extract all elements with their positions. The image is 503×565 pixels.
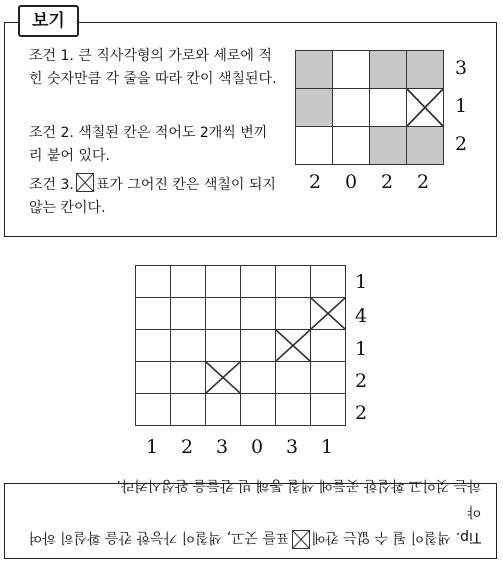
puzzle-grid-cell bbox=[311, 330, 346, 362]
example-col-clue: 2 bbox=[381, 171, 394, 193]
puzzle-grid-cell bbox=[311, 298, 346, 330]
x-mark-icon bbox=[76, 173, 94, 192]
example-grid-cell bbox=[333, 51, 370, 89]
puzzle-grid-cell bbox=[241, 266, 276, 298]
tip-line-1-suffix: 표를 긋고, 색칠이 가능한 칸을 확실히 하여야 bbox=[28, 503, 481, 545]
puzzle-grid-cell bbox=[276, 330, 311, 362]
puzzle-grid-cell bbox=[136, 266, 171, 298]
puzzle-grid-cell bbox=[241, 330, 276, 362]
puzzle-grid-cell bbox=[206, 330, 241, 362]
puzzle-grid-cell bbox=[136, 330, 171, 362]
puzzle-grid-cell bbox=[136, 394, 171, 426]
puzzle-grid-cell bbox=[311, 362, 346, 394]
puzzle-grid-cell bbox=[171, 394, 206, 426]
puzzle-col-clue: 2 bbox=[181, 436, 194, 458]
puzzle-grid-cell bbox=[206, 266, 241, 298]
puzzle-grid-cell bbox=[171, 266, 206, 298]
puzzle-row-clue: 1 bbox=[355, 338, 368, 360]
puzzle-grid-cell bbox=[206, 394, 241, 426]
example-col-clue: 2 bbox=[309, 171, 322, 193]
tip-text bbox=[19, 477, 481, 550]
puzzle-grid-cell bbox=[311, 266, 346, 298]
puzzle-col-clue: 0 bbox=[251, 436, 264, 458]
example-grid-cell bbox=[296, 89, 333, 127]
puzzle-grid-cell bbox=[241, 394, 276, 426]
puzzle-grid-cell bbox=[276, 394, 311, 426]
tip-line-2: 하는 것이고 확실한 곳들에 색칠 통해 빈 칸들을 완성시켜라. bbox=[116, 477, 481, 493]
puzzle-grid-cell bbox=[276, 266, 311, 298]
puzzle-grid-cell bbox=[206, 298, 241, 330]
example-grid-cell bbox=[370, 127, 407, 165]
condition-2: 조건 2. 색칠된 칸은 적어도 2개씩 변끼리 붙어 있다. bbox=[29, 125, 268, 164]
example-grid-cell bbox=[333, 89, 370, 127]
x-mark-icon bbox=[276, 330, 310, 361]
puzzle-grid-cell bbox=[171, 298, 206, 330]
example-grid-cell bbox=[296, 127, 333, 165]
x-mark-icon bbox=[407, 89, 443, 126]
example-col-clue: 2 bbox=[417, 171, 430, 193]
puzzle-grid-cell bbox=[171, 362, 206, 394]
puzzle-grid-cell bbox=[241, 362, 276, 394]
puzzle-grid-cell bbox=[206, 362, 241, 394]
puzzle-col-clue: 1 bbox=[321, 436, 334, 458]
tip-box bbox=[4, 477, 497, 559]
tip-line-1 bbox=[19, 498, 481, 550]
puzzle-grid bbox=[135, 265, 346, 426]
example-grid-cell bbox=[407, 89, 444, 127]
puzzle-grid-cell bbox=[136, 362, 171, 394]
puzzle-grid-cell bbox=[241, 298, 276, 330]
puzzle-col-clue: 1 bbox=[146, 436, 159, 458]
x-mark-icon bbox=[292, 530, 310, 549]
x-mark-icon bbox=[206, 362, 240, 393]
puzzle-row-clue: 4 bbox=[355, 305, 368, 327]
example-grid-cell bbox=[370, 51, 407, 89]
example-row-clue: 3 bbox=[455, 57, 468, 79]
condition-3-suffix: 표가 그어진 칸은 색칠이 되지 않는 칸이다. bbox=[29, 177, 276, 216]
puzzle-row-clue: 2 bbox=[355, 402, 368, 424]
condition-1: 조건 1. 큰 직사각형의 가로와 세로에 적힌 숫자만큼 각 줄을 따라 칸이 색칠된다. bbox=[29, 48, 277, 87]
example-box bbox=[4, 22, 497, 237]
puzzle-grid-cell bbox=[171, 330, 206, 362]
x-mark-icon bbox=[311, 298, 345, 329]
condition-3 bbox=[29, 173, 279, 220]
tip-line-1-prefix: Tip. 색칠이 될 수 없는 칸에 bbox=[311, 529, 481, 545]
puzzle-row-clue: 1 bbox=[355, 271, 368, 293]
example-grid-cell bbox=[370, 89, 407, 127]
example-col-clue: 0 bbox=[345, 171, 358, 193]
example-grid bbox=[295, 50, 444, 165]
puzzle-grid-cell bbox=[276, 298, 311, 330]
example-grid-cell bbox=[407, 51, 444, 89]
puzzle-grid-cell bbox=[136, 298, 171, 330]
puzzle-row-clue: 2 bbox=[355, 370, 368, 392]
condition-3-prefix: 조건 3. bbox=[29, 177, 74, 193]
example-row-clue: 1 bbox=[455, 95, 468, 117]
puzzle-grid-cell bbox=[311, 394, 346, 426]
example-grid-cell bbox=[296, 51, 333, 89]
example-row-clue: 2 bbox=[455, 133, 468, 155]
puzzle-grid-cell bbox=[276, 362, 311, 394]
puzzle-col-clue: 3 bbox=[286, 436, 299, 458]
puzzle-col-clue: 3 bbox=[216, 436, 229, 458]
example-tag: 보기 bbox=[18, 5, 79, 37]
example-grid-cell bbox=[407, 127, 444, 165]
example-grid-cell bbox=[333, 127, 370, 165]
